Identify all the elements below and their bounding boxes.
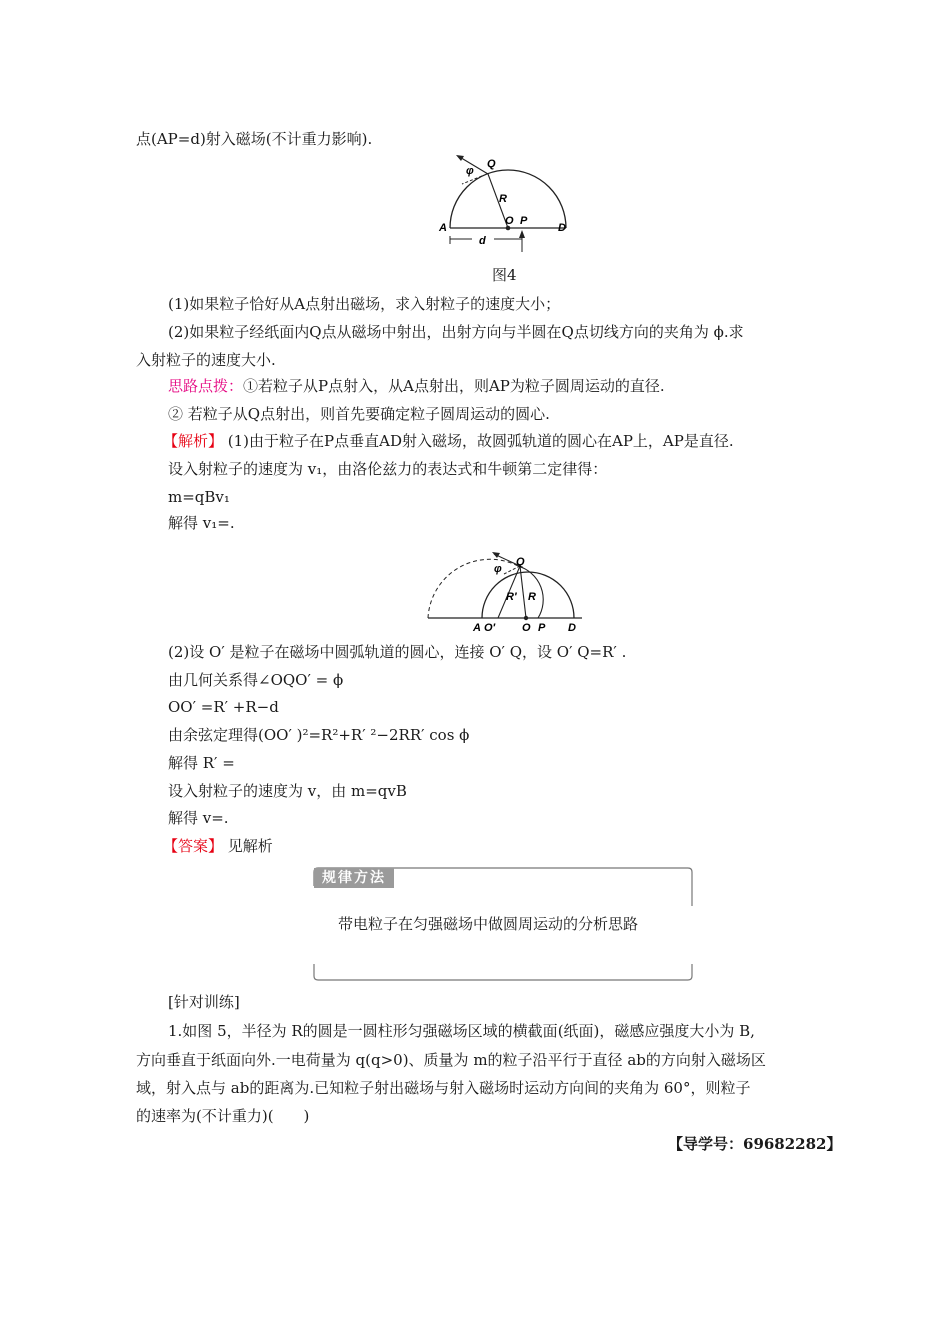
part2-line-3: OO′ =R′ +R−d <box>168 698 279 716</box>
figure-4-semicircle-diagram <box>432 152 572 258</box>
answer-line <box>163 836 273 856</box>
fig2-label-o: O <box>522 622 531 634</box>
fig4-label-d: d <box>479 235 486 247</box>
training-q1-line-3: 域，射入点与 ab的距离为.已知粒子射出磁场与射入磁场时运动方向间的夹角为 60°，则粒子 <box>136 1079 751 1097</box>
fig2-label-p: P <box>538 622 546 634</box>
question-2-line-1: (2)如果粒子经纸面内Q点从磁场中射出，出射方向与半圆在Q点切线方向的夹角为 ϕ.求 <box>168 323 744 341</box>
fig2-label-a: A <box>473 622 481 634</box>
guide-number: 【导学号：69682282】 <box>668 1135 842 1153</box>
solution-line-4: 解得 v₁=. <box>168 514 235 532</box>
method-text: 带电粒子在匀强磁场中做圆周运动的分析思路 <box>338 915 639 933</box>
part2-line-6: 设入射粒子的速度为 v，由 m=qvB <box>168 782 407 800</box>
fig2-label-q: Q <box>516 556 525 568</box>
fig4-label-phi: φ <box>466 165 474 177</box>
fig4-label-a: A <box>439 222 447 234</box>
hint-line-2: ② 若粒子从Q点射出，则首先要确定粒子圆周运动的圆心. <box>168 405 550 423</box>
fig2-label-phi: φ <box>494 563 502 575</box>
part2-line-5: 解得 R′ = <box>168 754 235 772</box>
method-tab: 规律方法 <box>314 868 394 888</box>
hint-line-1 <box>168 376 665 396</box>
fig4-label-o: O <box>505 215 514 227</box>
training-label: [针对训练] <box>168 993 240 1011</box>
training-q1-line-1: 1.如图 5，半径为 R的圆是一圆柱形匀强磁场区域的横截面(纸面)，磁感应强度大小为 B, <box>168 1022 755 1040</box>
fig4-label-r: R <box>499 193 507 205</box>
part2-line-7: 解得 v=. <box>168 809 229 827</box>
part2-line-1: (2)设 O′ 是粒子在磁场中圆弧轨道的圆心，连接 O′ Q，设 O′ Q=R′ . <box>168 643 627 661</box>
solution-line-1 <box>163 431 734 451</box>
hint-text-1: ①若粒子从P点射入，从A点射出，则AP为粒子圆周运动的直径. <box>243 377 665 395</box>
fig2-label-r-prime: R′ <box>506 591 517 603</box>
answer-text: 见解析 <box>223 837 273 855</box>
figure-4-caption: 图4 <box>492 266 517 284</box>
solution-label: 【解析】 <box>163 432 224 450</box>
solution-line-2: 设入射粒子的速度为 v₁，由洛伦兹力的表达式和牛顿第二定律得： <box>168 460 608 478</box>
training-q1-line-2: 方向垂直于纸面向外.一电荷量为 q(q>0)、质量为 m的粒子沿平行于直径 ab的方向射入磁场区 <box>136 1051 766 1069</box>
fig4-label-q: Q <box>487 158 496 170</box>
fig2-label-o-prime: O′ <box>484 622 496 634</box>
intro-line: 点(AP=d)射入磁场(不计重力影响). <box>136 130 373 148</box>
fig4-label-p: P <box>520 215 528 227</box>
training-q1-line-4: 的速率为(不计重力)( ) <box>136 1107 310 1125</box>
question-1: (1)如果粒子恰好从A点射出磁场，求入射粒子的速度大小； <box>168 295 561 313</box>
answer-label: 【答案】 <box>163 837 224 855</box>
solution-text-1: (1)由于粒子在P点垂直AD射入磁场，故圆弧轨道的圆心在AP上，AP是直径. <box>223 432 734 450</box>
fig2-label-r: R <box>528 591 536 603</box>
hint-label: 思路点拨： <box>168 377 244 395</box>
fig2-label-d: D <box>568 622 576 634</box>
question-2-line-2: 入射粒子的速度大小. <box>136 351 276 369</box>
solution-line-3: m=qBv₁ <box>168 488 230 506</box>
solution-figure-two-circles <box>420 548 590 638</box>
part2-line-4: 由余弦定理得(OO′ )²=R²+R′ ²−2RR′ cos ϕ <box>168 726 470 744</box>
part2-line-2: 由几何关系得∠OQO′ = ϕ <box>168 671 344 689</box>
fig4-label-d-point: D <box>558 222 566 234</box>
